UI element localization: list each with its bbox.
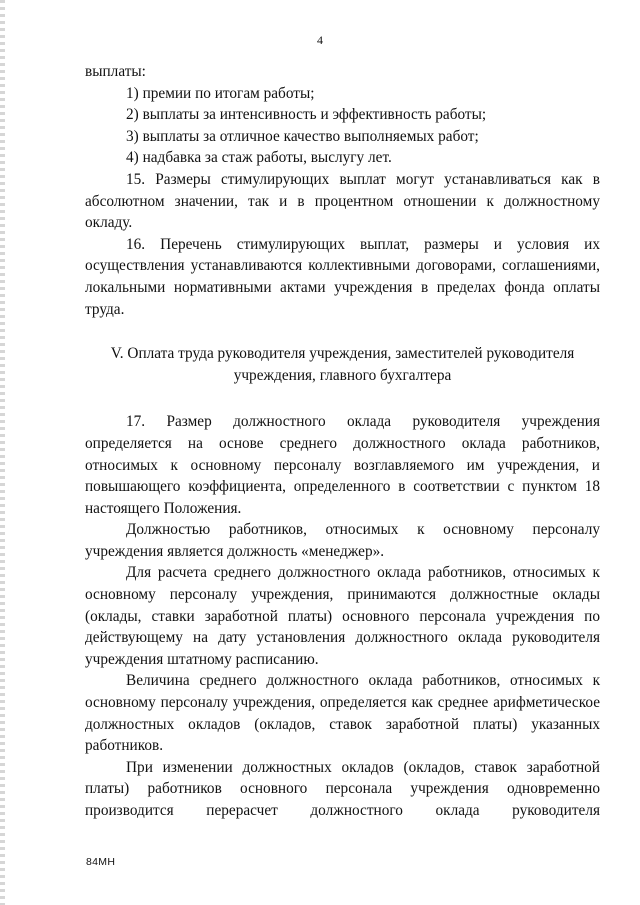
list-item: 1) премии по итогам работы; [126,84,315,102]
page-number: 4 [317,33,323,47]
paragraph: Должностью работников, относимых к основному персоналу учреждения является должность «менеджер». [85,521,600,560]
section-heading-line: учреждения, главного бухгалтера [233,366,452,384]
document-body [85,61,600,822]
footer-code: 84МН [86,856,116,868]
paragraph-16: 16. Перечень стимулирующих выплат, размеры и условия их осуществления устанавливаются коллективными договорами, соглашениями, локальными нормативными актами учреждения в пределах фонда оплаты труда. [85,235,600,318]
paragraph: Для расчета среднего должностного оклада работников, относимых к основному персоналу учреждения, принимаются должностные оклады (оклады, ставки заработной платы) основного персонала учреждения по действующему на дату установления должностного оклада руководителя учреждения штатному расписанию. [85,564,600,668]
paragraph: выплаты: [85,63,146,80]
paragraph-15: 15. Размеры стимулирующих выплат могут устанавливаться как в абсолютном значении, так и в процентном отношении к должностному окладу. [85,170,600,232]
paragraph: При изменении должностных окладов (окладов, ставок заработной платы) работников основного персонала учреждения одновременно производится перерасчет должностного оклада руководителя [85,758,600,819]
paragraph: Величина среднего должностного оклада работников, относимых к основному персоналу учреждения, определяется как среднее арифметическое должностных окладов (окладов, ставок заработной платы) указанных работников. [85,672,600,755]
list-item: 4) надбавка за стаж работы, выслугу лет. [126,149,392,167]
scan-edge [0,0,5,905]
section-heading [85,343,600,386]
section-heading-line: V. Оплата труда руководителя учреждения, заместителей руководителя [110,345,575,363]
paragraph-17: 17. Размер должностного оклада руководителя учреждения определяется на основе среднего должностного оклада работников, относимых к основному персоналу возглавляемого им учреждения, и повышающего коэффициента, определенного в соответствии с пунктом 18 настоящего Положения. [85,413,600,517]
list-item: 2) выплаты за интенсивность и эффективность работы; [126,106,487,124]
list-item: 3) выплаты за отличное качество выполняемых работ; [126,127,479,145]
